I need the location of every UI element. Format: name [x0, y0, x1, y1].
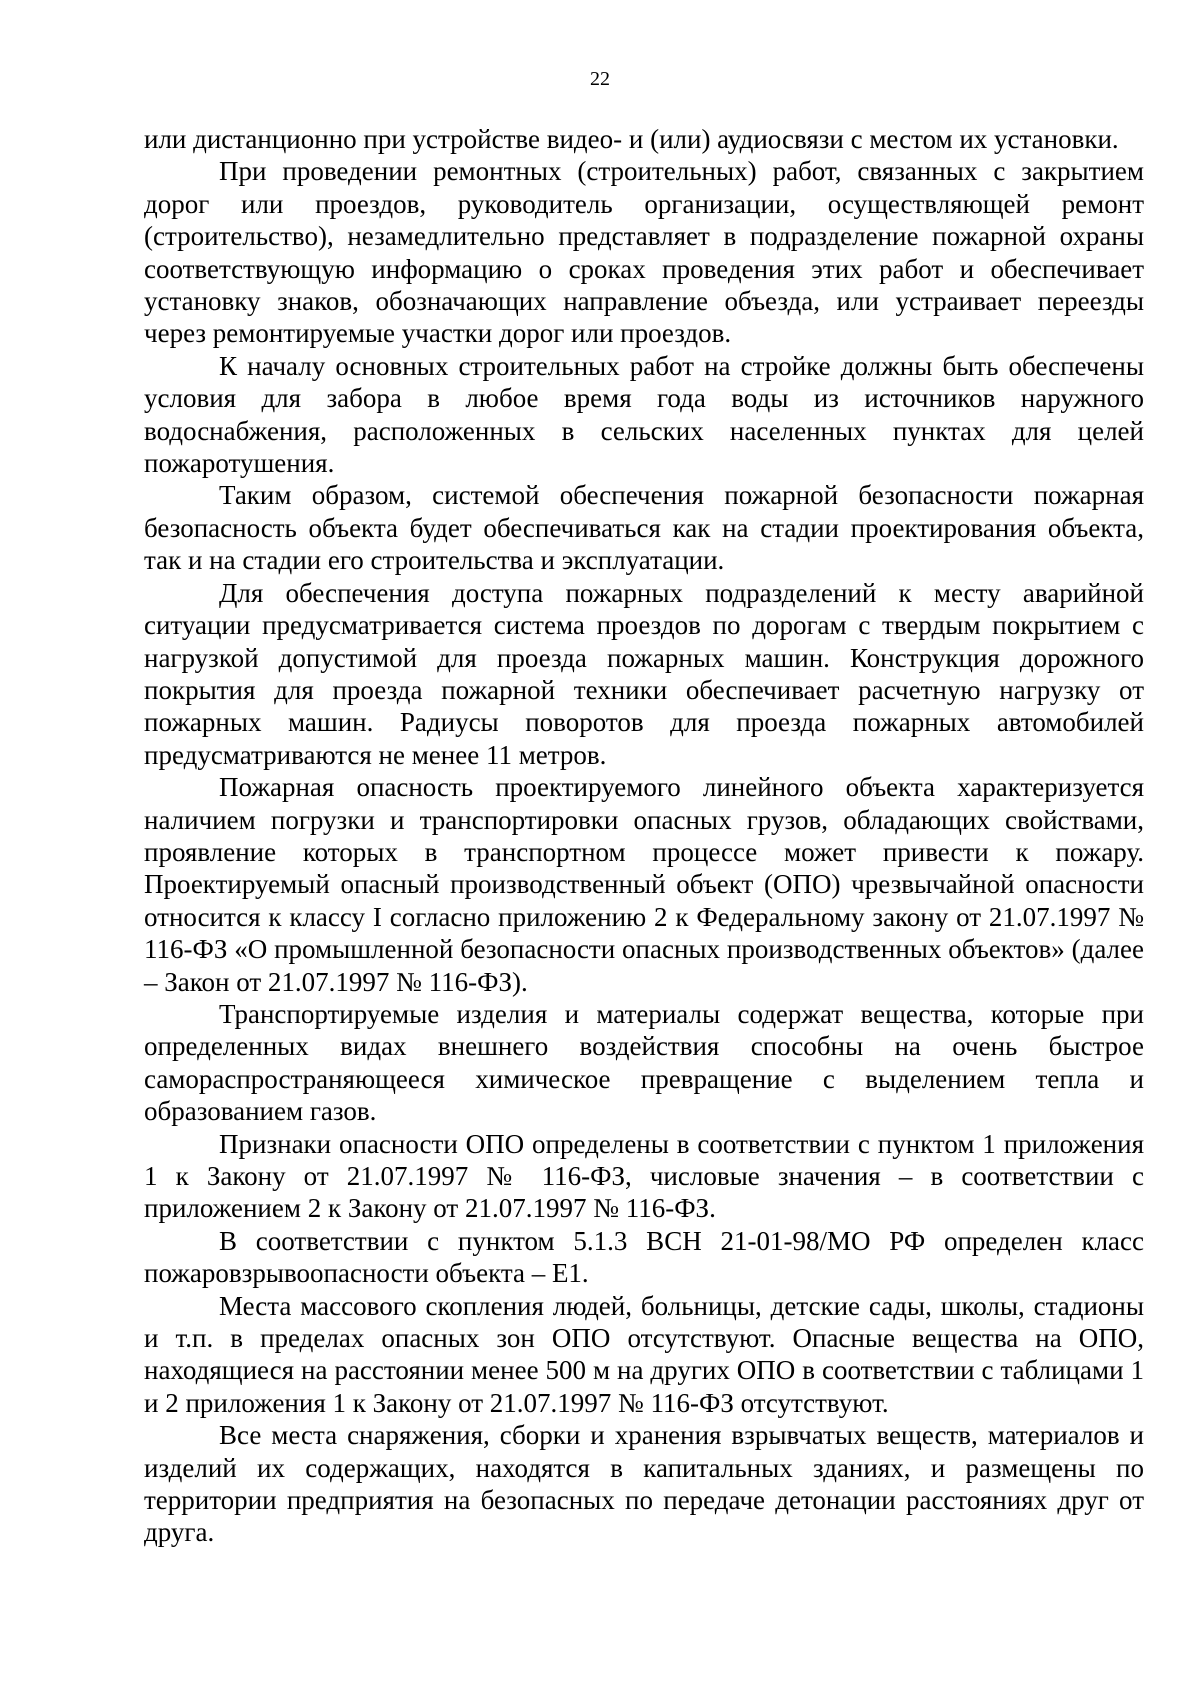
paragraph-hazard-signs: Признаки опасности ОПО определены в соответствии с пунктом 1 приложения 1 к Закону от 21.07.1997 № 116-ФЗ, числовые значения – в соответствии с приложением 2 к Закону от 21.07.1997 № 116-ФЗ.: [144, 1128, 1144, 1224]
paragraph-road-repair: При проведении ремонтных (строительных) работ, связанных с закрытием дорог или проездов, руководитель организации, осуществляющей ремонт (строительство), незамедлительно представляет в подразделение пожарной охраны соответствующую информацию о сроках проведения этих работ и обеспечивает установку знаков, обозначающих направление объезда, или устраивает переезды через ремонтируемые участки дорог или проездов.: [144, 156, 1144, 349]
paragraph-fire-access: Для обеспечения доступа пожарных подразделений к месту аварийной ситуации предусматривается система проездов по дорогам с твердым покрытием с нагрузкой допустимой для проезда пожарных машин. Конструкция дорожного покрытия для проезда пожарной техники обеспечивает расчетную нагрузку от пожарных машин. Радиусы поворотов для проезда пожарных автомобилей предусматриваются не менее 11 метров.: [144, 577, 1144, 770]
paragraph-crowd-places: Места массового скопления людей, больницы, детские сады, школы, стадионы и т.п. в пределах опасных зон ОПО отсутствуют. Опасные вещества на ОПО, находящиеся на расстоянии менее 500 м на других ОПО в соответствии с таблицами 1 и 2 приложения 1 к Закону от 21.07.1997 № 116-ФЗ отсутствуют.: [144, 1290, 1144, 1418]
paragraph-explosion-class: В соответствии с пунктом 5.1.3 ВСН 21-01-98/МО РФ определен класс пожаровзрывоопасности объекта – Е1.: [144, 1225, 1144, 1289]
paragraph-storage-places: Все места снаряжения, сборки и хранения взрывчатых веществ, материалов и изделий их содержащих, находятся в капитальных зданиях, и размещены по территории предприятия на безопасных по передаче детонации расстояниях друг от друга.: [144, 1420, 1144, 1548]
document-body: [144, 123, 1144, 1549]
paragraph-transported-materials: Транспортируемые изделия и материалы содержат вещества, которые при определенных видах внешнего воздействия способны на очень быстрое самораспространяющееся химическое превращение с выделением тепла и образованием газов.: [144, 998, 1144, 1127]
page-number: 22: [590, 68, 610, 90]
paragraph-water-supply: К началу основных строительных работ на стройке должны быть обеспечены условия для забора в любое время года воды из источников наружного водоснабжения, расположенных в сельских населенных пунктах для целей пожаротушения.: [144, 350, 1144, 479]
paragraph-fire-hazard: Пожарная опасность проектируемого линейного объекта характеризуется наличием погрузки и транспортировки опасных грузов, обладающих свойствами, проявление которых в транспортном процессе может привести к пожару. Проектируемый опасный производственный объект (ОПО) чрезвычайной опасности относится к классу I согласно приложению 2 к Федеральному закону от 21.07.1997 № 116-ФЗ «О промышленной безопасности опасных производственных объектов» (далее – Закон от 21.07.1997 № 116-ФЗ).: [144, 772, 1144, 997]
paragraph-fire-safety-system: Таким образом, системой обеспечения пожарной безопасности пожарная безопасность объекта будет обеспечиваться как на стадии проектирования объекта, так и на стадии его строительства и эксплуатации.: [144, 480, 1144, 576]
paragraph-continuation: или дистанционно при устройстве видео- и (или) аудиосвязи с местом их установки.: [144, 124, 1119, 154]
